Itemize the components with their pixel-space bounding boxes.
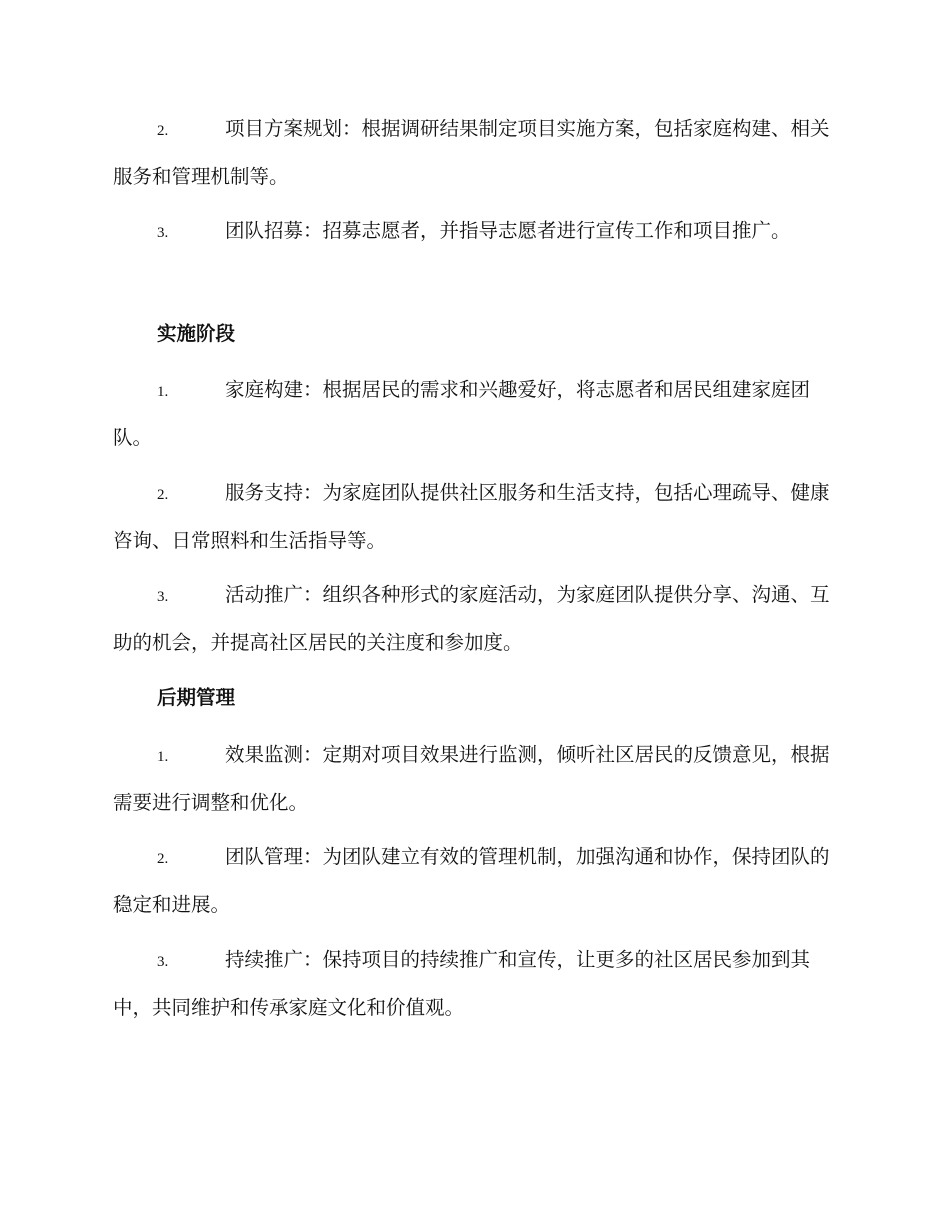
list-item [113, 208, 835, 256]
list-item [113, 106, 835, 199]
list-item-number: 2. [157, 487, 169, 503]
section-heading: 后期管理 [157, 686, 236, 709]
list-item-text: 家庭构建：根据居民的需求和兴趣爱好，将志愿者和居民组建家庭团队。 [113, 378, 811, 449]
list-item-number: 1. [157, 384, 169, 400]
list-item [113, 572, 835, 665]
list-item [113, 937, 835, 1030]
list-item [113, 834, 835, 927]
list-item-number: 1. [157, 749, 169, 765]
list-item [113, 732, 835, 825]
section-heading: 实施阶段 [157, 322, 236, 345]
list-item-text: 持续推广：保持项目的持续推广和宣传，让更多的社区居民参加到其中，共同维护和传承家庭文化和价值观。 [113, 948, 811, 1019]
list-item-number: 2. [157, 123, 169, 139]
list-item-text: 服务支持：为家庭团队提供社区服务和生活支持，包括心理疏导、健康咨询、日常照料和生活指导等。 [113, 481, 830, 552]
list-item [113, 470, 835, 563]
list-item-number: 3. [157, 589, 169, 605]
list-item-text: 团队管理：为团队建立有效的管理机制，加强沟通和协作，保持团队的稳定和进展。 [113, 845, 830, 916]
list-item-number: 3. [157, 225, 169, 241]
list-item-number: 2. [157, 851, 169, 867]
list-item [113, 367, 835, 460]
list-item-text: 团队招募：招募志愿者，并指导志愿者进行宣传工作和项目推广。 [225, 219, 791, 242]
list-item-number: 3. [157, 954, 169, 970]
list-item-text: 项目方案规划：根据调研结果制定项目实施方案，包括家庭构建、相关服务和管理机制等。 [113, 117, 830, 188]
list-item-text: 活动推广：组织各种形式的家庭活动，为家庭团队提供分享、沟通、互助的机会，并提高社区居民的关注度和参加度。 [113, 583, 830, 654]
list-item-text: 效果监测：定期对项目效果进行监测，倾听社区居民的反馈意见，根据需要进行调整和优化。 [113, 743, 830, 814]
